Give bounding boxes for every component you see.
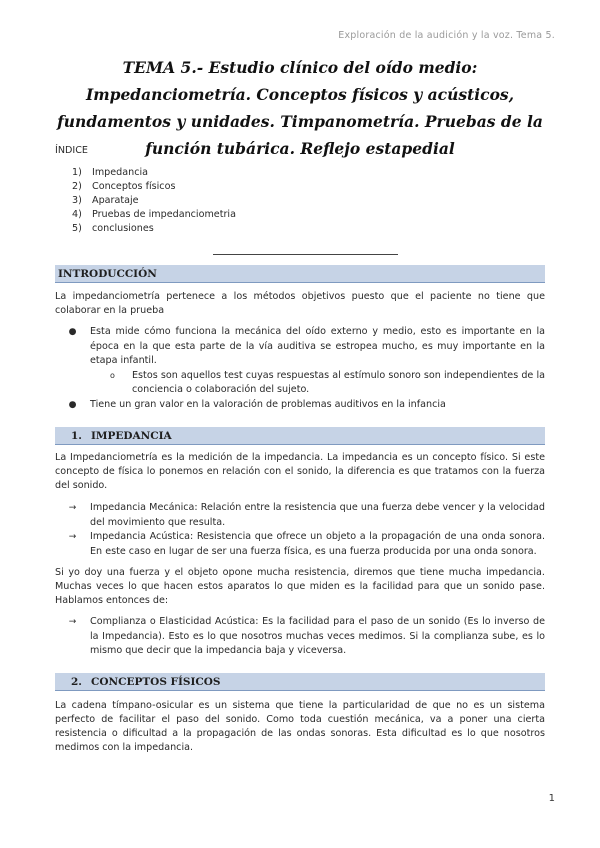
impedancia-paragraph: La Impedanciometría es la medición de la impedancia. La impedancia es un concepto físico. Si este concepto de física lo ponemos en relación con el sonido, la diferencia es que tratamos con la fuerza del sonido. xyxy=(55,452,545,491)
index-item: 5) conclusiones xyxy=(72,223,154,234)
impedancia-paragraph-2: Si yo doy una fuerza y el objeto opone mucha resistencia, diremos que tiene mucha impedancia. Muchas veces lo que hacen estos aparatos lo que miden es la facilidad para que un sonido pase. Hablamos entonces de: xyxy=(55,567,545,606)
arrow-icon: → xyxy=(68,503,77,513)
bullet-icon: ● xyxy=(68,399,77,410)
list-item: → Complianza o Elasticidad Acústica: Es la facilidad para el paso de un sonido (Es lo inverso de la Impedancia). Esto es lo que nosotros muchas veces medimos. Si la complianza sube, es lo mismo que decir que la impedancia baja y viceversa. xyxy=(55,615,545,659)
section-heading-conceptos-fisicos: 2. CONCEPTOS FÍSICOS xyxy=(55,673,545,691)
index-list xyxy=(72,166,472,236)
index-label: ÍNDICE xyxy=(55,145,88,156)
section-heading-introduccion: INTRODUCCIÓN xyxy=(55,265,545,283)
list-item: ● Esta mide cómo funciona la mecánica del oído externo y medio, esto es importante en la época en la que esta parte de la vía auditiva se estropea mucho, es muy importante en la etapa infantil. xyxy=(55,325,545,369)
section-heading-impedancia: 1. IMPEDANCIA xyxy=(55,427,545,445)
page-number: 1 xyxy=(548,793,555,804)
complianza-definition xyxy=(55,615,545,659)
bullet-icon: ● xyxy=(68,327,77,337)
sub-list-item: o Estos son aquellos test cuyas respuestas al estímulo sonoro son independientes de la conciencia o colaboración del sujeto. xyxy=(55,369,545,398)
impedancia-definitions xyxy=(55,501,545,559)
index-item: 3) Aparataje xyxy=(72,195,139,206)
index-item: 2) Conceptos físicos xyxy=(72,181,176,192)
arrow-icon: → xyxy=(68,617,77,627)
circle-bullet-icon: o xyxy=(110,370,115,380)
running-header: Exploración de la audición y la voz. Tema 5. xyxy=(338,30,555,41)
index-item: 4) Pruebas de impedanciometria xyxy=(72,209,236,220)
arrow-icon: → xyxy=(68,532,77,542)
document-title: TEMA 5.- Estudio clínico del oído medio: Impedanciometría. Conceptos físicos y acústicos, fundamentos y unidades. Timpanometría. Pruebas de la función tubárica. Reflejo estapedial xyxy=(57,58,543,158)
list-item: → Impedancia Acústica: Resistencia que ofrece un objeto a la propagación de una onda sonora. En este caso en lugar de ser una fuerza física, es una fuerza producida por una onda sonora. xyxy=(55,530,545,559)
conceptos-paragraph: La cadena tímpano-osicular es un sistema que tiene la particularidad de que no es un sistema perfecto de facilitar el paso del sonido. Como toda cuestión mecánica, va a poner una cierta resistencia o dificultad a la propagación de las ondas sonoras. Esta dificultad es lo que nosotros medimos con la impedancia. xyxy=(55,700,545,753)
intro-bullets xyxy=(55,325,545,412)
list-item: → Impedancia Mecánica: Relación entre la resistencia que una fuerza debe vencer y la velocidad del movimiento que resulta. xyxy=(55,501,545,530)
index-item: 1) Impedancia xyxy=(72,167,149,178)
divider-line xyxy=(213,254,398,255)
list-item: ● Tiene un gran valor en la valoración de problemas auditivos en la infancia xyxy=(55,398,545,413)
intro-paragraph: La impedanciometría pertenece a los métodos objetivos puesto que el paciente no tiene que colaborar en la prueba xyxy=(55,291,545,316)
